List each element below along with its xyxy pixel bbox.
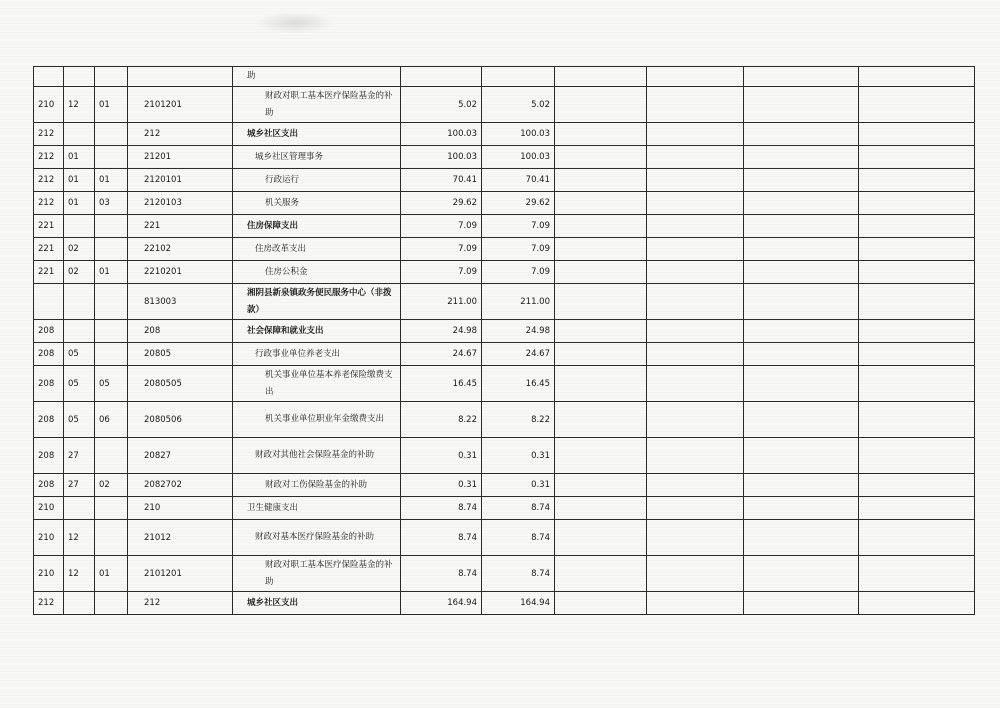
table-row	[34, 146, 975, 169]
subject-name-cell: 行政事业单位养老支出	[233, 343, 401, 366]
column-10-cell	[744, 169, 859, 192]
class-code-cell: 210	[34, 556, 64, 592]
total-amount-cell: 16.45	[401, 366, 482, 402]
basic-expense-cell: 7.09	[482, 238, 555, 261]
subject-code-cell	[128, 67, 233, 87]
column-9-cell	[647, 320, 744, 343]
section-code-cell: 02	[64, 261, 95, 284]
class-code-cell	[34, 67, 64, 87]
table-row	[34, 320, 975, 343]
total-amount-cell: 24.67	[401, 343, 482, 366]
total-amount-cell: 164.94	[401, 592, 482, 615]
class-code-cell: 210	[34, 520, 64, 556]
project-expense-cell	[555, 169, 647, 192]
table-row	[34, 67, 975, 87]
total-amount-cell: 5.02	[401, 87, 482, 123]
class-code-cell: 208	[34, 474, 64, 497]
column-10-cell	[744, 284, 859, 320]
column-9-cell	[647, 123, 744, 146]
subject-code-cell: 22102	[128, 238, 233, 261]
class-code-cell: 212	[34, 192, 64, 215]
total-amount-cell: 0.31	[401, 438, 482, 474]
item-code-cell: 01	[95, 87, 128, 123]
table-row	[34, 87, 975, 123]
project-expense-cell	[555, 402, 647, 438]
column-9-cell	[647, 146, 744, 169]
subject-name-cell: 卫生健康支出	[233, 497, 401, 520]
scan-smudge	[255, 12, 335, 34]
column-11-cell	[859, 87, 975, 123]
total-amount-cell: 7.09	[401, 238, 482, 261]
table-row	[34, 497, 975, 520]
class-code-cell: 208	[34, 343, 64, 366]
section-code-cell: 01	[64, 146, 95, 169]
item-code-cell: 01	[95, 556, 128, 592]
column-10-cell	[744, 556, 859, 592]
item-code-cell: 06	[95, 402, 128, 438]
basic-expense-cell: 70.41	[482, 169, 555, 192]
column-9-cell	[647, 87, 744, 123]
basic-expense-cell: 100.03	[482, 146, 555, 169]
total-amount-cell: 7.09	[401, 215, 482, 238]
column-9-cell	[647, 402, 744, 438]
budget-table	[33, 66, 975, 615]
item-code-cell	[95, 238, 128, 261]
column-10-cell	[744, 320, 859, 343]
column-9-cell	[647, 520, 744, 556]
section-code-cell: 05	[64, 343, 95, 366]
total-amount-cell: 211.00	[401, 284, 482, 320]
item-code-cell: 03	[95, 192, 128, 215]
project-expense-cell	[555, 474, 647, 497]
class-code-cell: 212	[34, 146, 64, 169]
column-9-cell	[647, 592, 744, 615]
item-code-cell	[95, 438, 128, 474]
table-row	[34, 215, 975, 238]
section-code-cell: 12	[64, 520, 95, 556]
column-10-cell	[744, 215, 859, 238]
column-10-cell	[744, 343, 859, 366]
column-9-cell	[647, 497, 744, 520]
project-expense-cell	[555, 67, 647, 87]
project-expense-cell	[555, 497, 647, 520]
basic-expense-cell: 16.45	[482, 366, 555, 402]
column-9-cell	[647, 67, 744, 87]
subject-name-cell: 财政对职工基本医疗保险基金的补助	[233, 87, 401, 123]
item-code-cell	[95, 320, 128, 343]
table-row	[34, 474, 975, 497]
column-11-cell	[859, 169, 975, 192]
section-code-cell: 05	[64, 402, 95, 438]
section-code-cell	[64, 67, 95, 87]
subject-name-cell: 机关服务	[233, 192, 401, 215]
column-10-cell	[744, 402, 859, 438]
basic-expense-cell: 24.98	[482, 320, 555, 343]
section-code-cell: 02	[64, 238, 95, 261]
subject-code-cell: 2082702	[128, 474, 233, 497]
table-row	[34, 520, 975, 556]
class-code-cell: 208	[34, 320, 64, 343]
project-expense-cell	[555, 123, 647, 146]
total-amount-cell: 0.31	[401, 474, 482, 497]
table-row	[34, 438, 975, 474]
basic-expense-cell: 0.31	[482, 474, 555, 497]
subject-code-cell: 2120103	[128, 192, 233, 215]
subject-code-cell: 2101201	[128, 556, 233, 592]
table-row	[34, 556, 975, 592]
section-code-cell: 12	[64, 556, 95, 592]
project-expense-cell	[555, 343, 647, 366]
total-amount-cell: 100.03	[401, 146, 482, 169]
basic-expense-cell: 29.62	[482, 192, 555, 215]
basic-expense-cell: 8.22	[482, 402, 555, 438]
total-amount-cell: 100.03	[401, 123, 482, 146]
subject-code-cell: 21201	[128, 146, 233, 169]
table-row	[34, 123, 975, 146]
section-code-cell: 27	[64, 474, 95, 497]
basic-expense-cell: 7.09	[482, 261, 555, 284]
subject-name-cell: 机关事业单位基本养老保险缴费支出	[233, 366, 401, 402]
item-code-cell	[95, 67, 128, 87]
column-11-cell	[859, 261, 975, 284]
column-11-cell	[859, 592, 975, 615]
subject-name-cell: 城乡社区支出	[233, 123, 401, 146]
subject-name-cell: 财政对基本医疗保险基金的补助	[233, 520, 401, 556]
basic-expense-cell: 5.02	[482, 87, 555, 123]
project-expense-cell	[555, 261, 647, 284]
column-10-cell	[744, 438, 859, 474]
project-expense-cell	[555, 438, 647, 474]
item-code-cell: 02	[95, 474, 128, 497]
section-code-cell	[64, 497, 95, 520]
project-expense-cell	[555, 366, 647, 402]
column-10-cell	[744, 520, 859, 556]
column-11-cell	[859, 67, 975, 87]
column-9-cell	[647, 474, 744, 497]
column-11-cell	[859, 238, 975, 261]
item-code-cell	[95, 520, 128, 556]
item-code-cell	[95, 215, 128, 238]
subject-name-cell: 财政对职工基本医疗保险基金的补助	[233, 556, 401, 592]
column-11-cell	[859, 123, 975, 146]
class-code-cell: 208	[34, 366, 64, 402]
column-9-cell	[647, 343, 744, 366]
table-row	[34, 284, 975, 320]
basic-expense-cell: 24.67	[482, 343, 555, 366]
class-code-cell: 210	[34, 497, 64, 520]
basic-expense-cell: 8.74	[482, 520, 555, 556]
column-10-cell	[744, 87, 859, 123]
class-code-cell: 212	[34, 169, 64, 192]
column-9-cell	[647, 438, 744, 474]
total-amount-cell	[401, 67, 482, 87]
project-expense-cell	[555, 238, 647, 261]
section-code-cell: 01	[64, 192, 95, 215]
item-code-cell: 05	[95, 366, 128, 402]
basic-expense-cell: 100.03	[482, 123, 555, 146]
subject-code-cell: 2120101	[128, 169, 233, 192]
total-amount-cell: 7.09	[401, 261, 482, 284]
column-9-cell	[647, 192, 744, 215]
column-10-cell	[744, 474, 859, 497]
column-10-cell	[744, 592, 859, 615]
class-code-cell: 208	[34, 402, 64, 438]
project-expense-cell	[555, 87, 647, 123]
column-11-cell	[859, 438, 975, 474]
subject-name-cell: 住房保障支出	[233, 215, 401, 238]
basic-expense-cell: 8.74	[482, 497, 555, 520]
table-row	[34, 402, 975, 438]
table-row	[34, 261, 975, 284]
subject-code-cell: 221	[128, 215, 233, 238]
column-9-cell	[647, 284, 744, 320]
column-11-cell	[859, 520, 975, 556]
class-code-cell: 210	[34, 87, 64, 123]
column-11-cell	[859, 343, 975, 366]
section-code-cell	[64, 284, 95, 320]
subject-code-cell: 212	[128, 123, 233, 146]
subject-code-cell: 2101201	[128, 87, 233, 123]
subject-name-cell: 住房改革支出	[233, 238, 401, 261]
total-amount-cell: 8.74	[401, 497, 482, 520]
column-11-cell	[859, 402, 975, 438]
column-11-cell	[859, 320, 975, 343]
column-9-cell	[647, 556, 744, 592]
section-code-cell: 05	[64, 366, 95, 402]
subject-code-cell: 2080505	[128, 366, 233, 402]
column-10-cell	[744, 238, 859, 261]
section-code-cell: 27	[64, 438, 95, 474]
item-code-cell	[95, 592, 128, 615]
table-row	[34, 192, 975, 215]
subject-name-cell: 助	[233, 67, 401, 87]
column-10-cell	[744, 192, 859, 215]
table-body	[34, 67, 975, 615]
table-row	[34, 238, 975, 261]
project-expense-cell	[555, 520, 647, 556]
subject-name-cell: 机关事业单位职业年金缴费支出	[233, 402, 401, 438]
item-code-cell	[95, 284, 128, 320]
section-code-cell	[64, 215, 95, 238]
section-code-cell: 01	[64, 169, 95, 192]
subject-code-cell: 20805	[128, 343, 233, 366]
class-code-cell: 221	[34, 215, 64, 238]
section-code-cell: 12	[64, 87, 95, 123]
project-expense-cell	[555, 284, 647, 320]
subject-name-cell: 行政运行	[233, 169, 401, 192]
column-11-cell	[859, 215, 975, 238]
project-expense-cell	[555, 556, 647, 592]
class-code-cell: 212	[34, 123, 64, 146]
subject-code-cell: 20827	[128, 438, 233, 474]
column-11-cell	[859, 556, 975, 592]
column-9-cell	[647, 261, 744, 284]
total-amount-cell: 8.74	[401, 520, 482, 556]
basic-expense-cell: 164.94	[482, 592, 555, 615]
basic-expense-cell	[482, 67, 555, 87]
table-row	[34, 366, 975, 402]
subject-name-cell: 住房公积金	[233, 261, 401, 284]
column-10-cell	[744, 67, 859, 87]
section-code-cell	[64, 592, 95, 615]
subject-name-cell: 社会保障和就业支出	[233, 320, 401, 343]
column-11-cell	[859, 497, 975, 520]
class-code-cell	[34, 284, 64, 320]
table-row	[34, 592, 975, 615]
column-10-cell	[744, 366, 859, 402]
class-code-cell: 221	[34, 238, 64, 261]
subject-code-cell: 813003	[128, 284, 233, 320]
column-11-cell	[859, 366, 975, 402]
subject-name-cell: 城乡社区管理事务	[233, 146, 401, 169]
subject-code-cell: 2210201	[128, 261, 233, 284]
class-code-cell: 212	[34, 592, 64, 615]
column-10-cell	[744, 497, 859, 520]
total-amount-cell: 70.41	[401, 169, 482, 192]
basic-expense-cell: 8.74	[482, 556, 555, 592]
subject-code-cell: 21012	[128, 520, 233, 556]
basic-expense-cell: 211.00	[482, 284, 555, 320]
project-expense-cell	[555, 215, 647, 238]
item-code-cell	[95, 123, 128, 146]
subject-code-cell: 2080506	[128, 402, 233, 438]
column-10-cell	[744, 123, 859, 146]
section-code-cell	[64, 123, 95, 146]
subject-code-cell: 208	[128, 320, 233, 343]
class-code-cell: 221	[34, 261, 64, 284]
item-code-cell	[95, 497, 128, 520]
column-10-cell	[744, 146, 859, 169]
basic-expense-cell: 7.09	[482, 215, 555, 238]
column-9-cell	[647, 215, 744, 238]
total-amount-cell: 8.22	[401, 402, 482, 438]
item-code-cell: 01	[95, 261, 128, 284]
subject-code-cell: 212	[128, 592, 233, 615]
total-amount-cell: 29.62	[401, 192, 482, 215]
item-code-cell	[95, 343, 128, 366]
total-amount-cell: 8.74	[401, 556, 482, 592]
column-11-cell	[859, 474, 975, 497]
section-code-cell	[64, 320, 95, 343]
project-expense-cell	[555, 192, 647, 215]
table-row	[34, 169, 975, 192]
class-code-cell: 208	[34, 438, 64, 474]
total-amount-cell: 24.98	[401, 320, 482, 343]
subject-name-cell: 城乡社区支出	[233, 592, 401, 615]
project-expense-cell	[555, 592, 647, 615]
column-9-cell	[647, 169, 744, 192]
item-code-cell	[95, 146, 128, 169]
project-expense-cell	[555, 320, 647, 343]
item-code-cell: 01	[95, 169, 128, 192]
column-9-cell	[647, 366, 744, 402]
column-11-cell	[859, 146, 975, 169]
column-9-cell	[647, 238, 744, 261]
project-expense-cell	[555, 146, 647, 169]
subject-name-cell: 湘阴县新泉镇政务便民服务中心（非拨款）	[233, 284, 401, 320]
subject-name-cell: 财政对工伤保险基金的补助	[233, 474, 401, 497]
subject-name-cell: 财政对其他社会保险基金的补助	[233, 438, 401, 474]
table-row	[34, 343, 975, 366]
column-11-cell	[859, 284, 975, 320]
column-11-cell	[859, 192, 975, 215]
basic-expense-cell: 0.31	[482, 438, 555, 474]
column-10-cell	[744, 261, 859, 284]
subject-code-cell: 210	[128, 497, 233, 520]
